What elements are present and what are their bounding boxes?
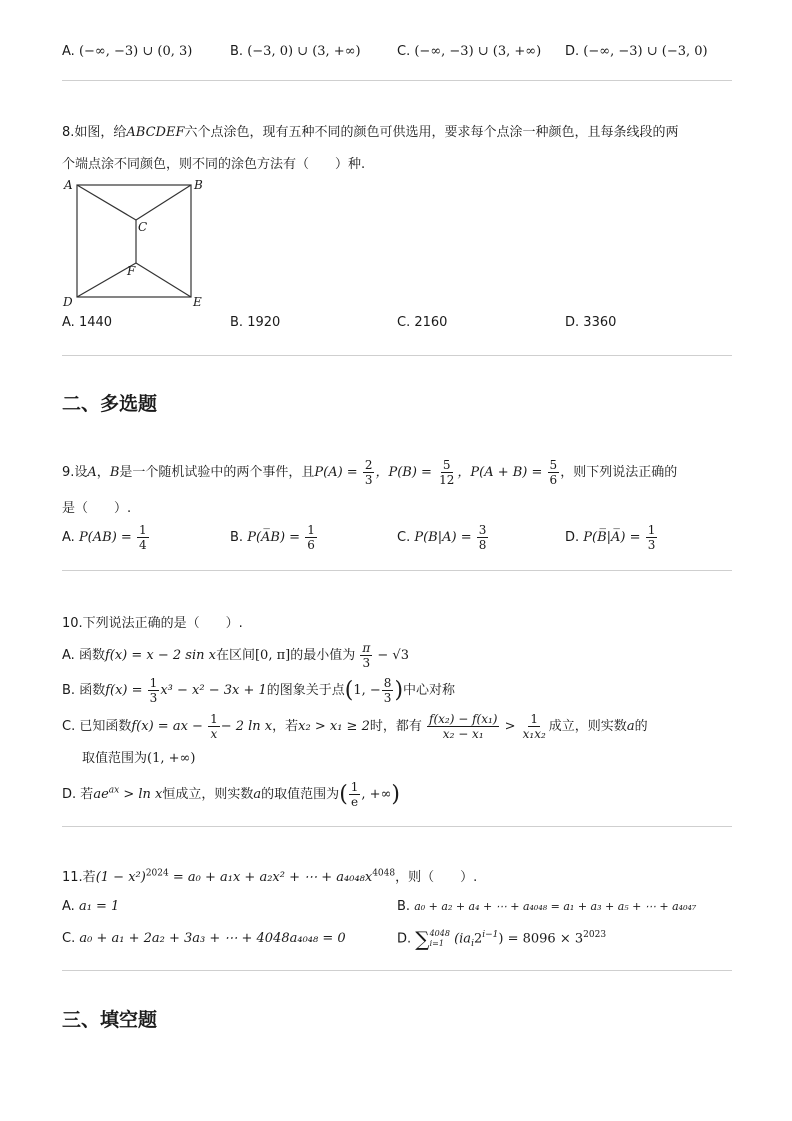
option-text: 的图象关于点	[266, 683, 345, 698]
numerator: π	[362, 641, 371, 655]
q7-option-d	[565, 44, 708, 59]
prob-a-plus-b: ，P(A + B) =	[457, 465, 543, 480]
option-label: C.	[397, 44, 411, 59]
option-text: (−∞, −3) ∪ (−3, 0)	[583, 44, 708, 59]
numerator: 1	[210, 712, 218, 726]
option-label: A.	[62, 44, 75, 59]
subscript: i	[471, 939, 474, 950]
segment-ac	[77, 185, 136, 220]
denominator: 3	[364, 473, 373, 487]
range: (1, +∞)	[147, 751, 196, 766]
point-label-c: C	[138, 220, 148, 234]
option-label: D.	[397, 931, 412, 947]
option-text: 函数	[78, 648, 105, 663]
option-text: 的取值范围为	[261, 787, 340, 802]
option-text: (−∞, −3) ∪ (3, +∞)	[414, 44, 542, 59]
fraction	[646, 523, 658, 552]
q11-text: 11.若	[62, 870, 96, 885]
sum-lower: i=1	[429, 939, 444, 948]
fraction	[137, 523, 149, 552]
binomial: (1 − x²)	[95, 870, 146, 885]
option-label: B.	[230, 315, 244, 330]
option-text: 若	[80, 787, 94, 802]
option-label: D.	[565, 315, 580, 330]
divider	[62, 970, 732, 971]
option-text: 的最小值为	[290, 648, 356, 663]
option-label: A.	[62, 530, 75, 545]
divider	[62, 80, 732, 81]
numerator: f(x₂) − f(x₁)	[429, 712, 498, 726]
sum-limits	[430, 929, 450, 949]
range: , +∞	[361, 787, 392, 802]
option-text: 中心对称	[403, 683, 456, 698]
section-heading: 三、填空题	[62, 1009, 158, 1031]
fraction	[477, 523, 489, 552]
fraction	[305, 523, 317, 552]
fraction	[360, 641, 372, 670]
fraction	[437, 458, 456, 487]
numerator: 1	[149, 676, 158, 690]
q9-text: 9.设	[62, 465, 88, 480]
fraction	[427, 712, 499, 741]
function-expr: ae	[93, 787, 109, 802]
denominator: 4	[138, 538, 147, 552]
q11-option-a	[62, 899, 119, 914]
numerator: 5	[442, 458, 451, 472]
point-coord: 1, −	[353, 683, 381, 698]
fraction	[548, 458, 560, 487]
q8-text: 8.如图，给	[62, 125, 127, 140]
q10-option-c-line2	[82, 747, 195, 766]
option-text: 时，都有	[369, 719, 422, 734]
denominator: 3	[647, 538, 656, 552]
option-label: D.	[565, 530, 580, 545]
exponent: 2024	[145, 868, 169, 879]
denominator: x₁x₂	[522, 727, 546, 741]
q11-option-d	[397, 927, 606, 951]
option-expr: a₀ + a₂ + a₄ + ⋯ + a₄₀₄₈ = a₁ + a₃ + a₅ + ⋯ + a₄₀₄₇	[414, 900, 697, 913]
numerator: 8	[383, 676, 392, 690]
inequality-sign: >	[504, 719, 516, 734]
option-text: 的	[634, 719, 648, 734]
option-label: C.	[62, 931, 76, 946]
option-expr: P(B|A) =	[414, 530, 472, 545]
q7-option-c	[397, 44, 541, 59]
denominator: e	[351, 795, 359, 809]
numerator: 1	[138, 523, 147, 537]
option-label: C.	[397, 530, 411, 545]
event-b: B	[109, 465, 120, 480]
interval: [0, π]	[254, 648, 291, 663]
q11-stem	[62, 866, 477, 885]
q9-option-c	[397, 523, 489, 552]
expansion: = a₀ + a₁x + a₂x² + ⋯ + a₄₀₄₈x	[172, 870, 373, 885]
option-text: 恒成立，则实数	[162, 787, 254, 802]
option-label: B.	[230, 530, 244, 545]
option-text: 1440	[78, 315, 113, 330]
numerator: 1	[307, 523, 315, 537]
option-text: − √3	[377, 648, 409, 663]
function-expr: − 2 ln x	[220, 719, 273, 734]
option-text: ，若	[272, 719, 299, 734]
option-text: 在区间	[215, 648, 255, 663]
q10-option-b: B. 函数f(x) = $\frac{1}{3}$ x³ − x² − 3x + 1的图象关于点(1, − $\frac{8}{3}$ )中心对称	[62, 676, 456, 705]
divider	[62, 826, 732, 827]
divider	[62, 570, 732, 571]
divider	[62, 355, 732, 356]
denominator: 8	[478, 538, 487, 552]
option-label: B.	[230, 44, 244, 59]
q9-option-d	[565, 523, 658, 552]
option-label: B.	[397, 899, 411, 914]
q9-option-a	[62, 523, 150, 552]
option-text: 2160	[414, 315, 448, 330]
segment-bc	[136, 185, 191, 220]
numerator: 1	[530, 712, 539, 726]
q8-option-a	[62, 315, 112, 330]
section-heading: 二、多选题	[62, 393, 158, 415]
point-label-d: D	[63, 295, 73, 309]
q9-stem-line2: 是（ ）.	[62, 501, 132, 516]
option-expr: 2	[473, 931, 483, 947]
q9-text: 是一个随机试验中的两个事件，且	[119, 465, 315, 480]
q10-stem: 10.下列说法正确的是（ ）.	[62, 616, 243, 631]
event-a: A	[87, 465, 97, 480]
condition: x₂ > x₁ ≥ 2	[298, 719, 370, 734]
option-text: 已知函数	[79, 719, 132, 734]
q8-points-label: ABCDEF	[126, 125, 185, 140]
q7-option-b	[230, 44, 361, 59]
option-label: C.	[62, 719, 76, 734]
q8-option-b	[230, 315, 280, 330]
numerator: 1	[350, 780, 359, 794]
q9-text: ，	[96, 465, 110, 480]
variable: a	[626, 719, 635, 734]
denominator: 3	[149, 691, 158, 705]
option-label: A.	[62, 899, 75, 914]
q11-option-b	[397, 899, 696, 914]
option-text: (−∞, −3) ∪ (0, 3)	[78, 44, 193, 59]
denominator: 3	[362, 656, 371, 670]
q11-option-c	[62, 931, 346, 946]
exponent: 2023	[583, 930, 607, 941]
option-expr: a₁ = 1	[78, 899, 120, 914]
exponent: 4048	[372, 868, 396, 879]
fraction	[208, 712, 220, 741]
q9-text: ，则下列说法正确的	[560, 465, 678, 480]
option-label: A.	[62, 315, 75, 330]
exponent: ax	[108, 785, 120, 796]
point-label-e: E	[193, 295, 202, 309]
option-text: 成立，则实数	[548, 719, 627, 734]
option-text: (−3, 0) ∪ (3, +∞)	[247, 44, 361, 59]
q10-option-d: D. 若$ae^{ax} > \ln x$恒成立，则实数a的取值范围为( $\frac{1}{e}$ , +∞)	[62, 780, 401, 809]
point-label-b: B	[194, 178, 203, 192]
option-label: D.	[62, 787, 77, 802]
option-expr: P(A̅B) =	[247, 530, 301, 545]
prob-a: P(A) =	[314, 465, 358, 480]
q8-figure	[60, 176, 210, 310]
option-label: C.	[397, 315, 411, 330]
prob-b: ，P(B) =	[375, 465, 432, 480]
function-expr: f(x) = x − 2 sin x	[104, 648, 216, 663]
option-expr: P(B̅|A̅) =	[583, 530, 641, 545]
q9-option-b	[230, 523, 318, 552]
function-expr: f(x) =	[105, 683, 143, 698]
option-label: D.	[565, 44, 580, 59]
point-label-a: A	[64, 178, 73, 192]
outer-square	[77, 185, 191, 297]
q8-stem-line1	[62, 121, 678, 140]
numerator: 5	[549, 458, 558, 472]
option-expr: (ia	[454, 931, 472, 947]
fraction	[382, 676, 394, 705]
numerator: 2	[364, 458, 373, 472]
fraction	[148, 676, 160, 705]
sum-upper: 4048	[429, 929, 450, 938]
option-text: 函数	[79, 683, 106, 698]
q10-option-a	[62, 641, 409, 670]
q11-text: ，则（ ）.	[395, 870, 478, 885]
denominator: 12	[439, 473, 455, 487]
denominator: 6	[307, 538, 315, 552]
point-label-f: F	[127, 264, 136, 278]
q8-stem-line2: 个端点涂不同颜色，则不同的涂色方法有（ ）种.	[62, 157, 366, 172]
q8-option-c	[397, 315, 447, 330]
option-label: B.	[62, 683, 76, 698]
numerator: 1	[647, 523, 656, 537]
option-expr: P(AB) =	[78, 530, 132, 545]
option-text: 1920	[247, 315, 281, 330]
option-expr: a₀ + a₁ + 2a₂ + 3a₃ + ⋯ + 4048a₄₀₄₈ = 0	[79, 931, 346, 946]
function-expr: x³ − x² − 3x + 1	[160, 683, 267, 698]
numerator: 3	[478, 523, 487, 537]
option-text: 3360	[583, 315, 617, 330]
variable: a	[253, 787, 262, 802]
option-label: A.	[62, 648, 75, 663]
option-text: 取值范围为	[82, 751, 148, 766]
fraction	[349, 780, 361, 809]
fraction	[521, 712, 548, 741]
q8-option-d	[565, 315, 616, 330]
fraction	[363, 458, 375, 487]
q7-option-a	[62, 44, 192, 59]
denominator: 6	[549, 473, 558, 487]
sigma-icon: ∑	[415, 927, 430, 951]
function-expr: > ln x	[123, 787, 163, 802]
option-expr: ) = 8096 × 3	[498, 931, 584, 947]
segment-ef	[136, 263, 191, 297]
denominator: 3	[383, 691, 392, 705]
q8-text: 六个点涂色，现有五种不同的颜色可供选用，要求每个点涂一种颜色，且每条线段的两	[184, 125, 679, 140]
q9-stem-line1	[62, 458, 677, 487]
function-expr: f(x) = ax −	[131, 719, 203, 734]
q10-option-c	[62, 712, 648, 741]
exponent: i−1	[482, 930, 499, 941]
denominator: x₂ − x₁	[442, 727, 484, 741]
denominator: x	[210, 727, 218, 741]
